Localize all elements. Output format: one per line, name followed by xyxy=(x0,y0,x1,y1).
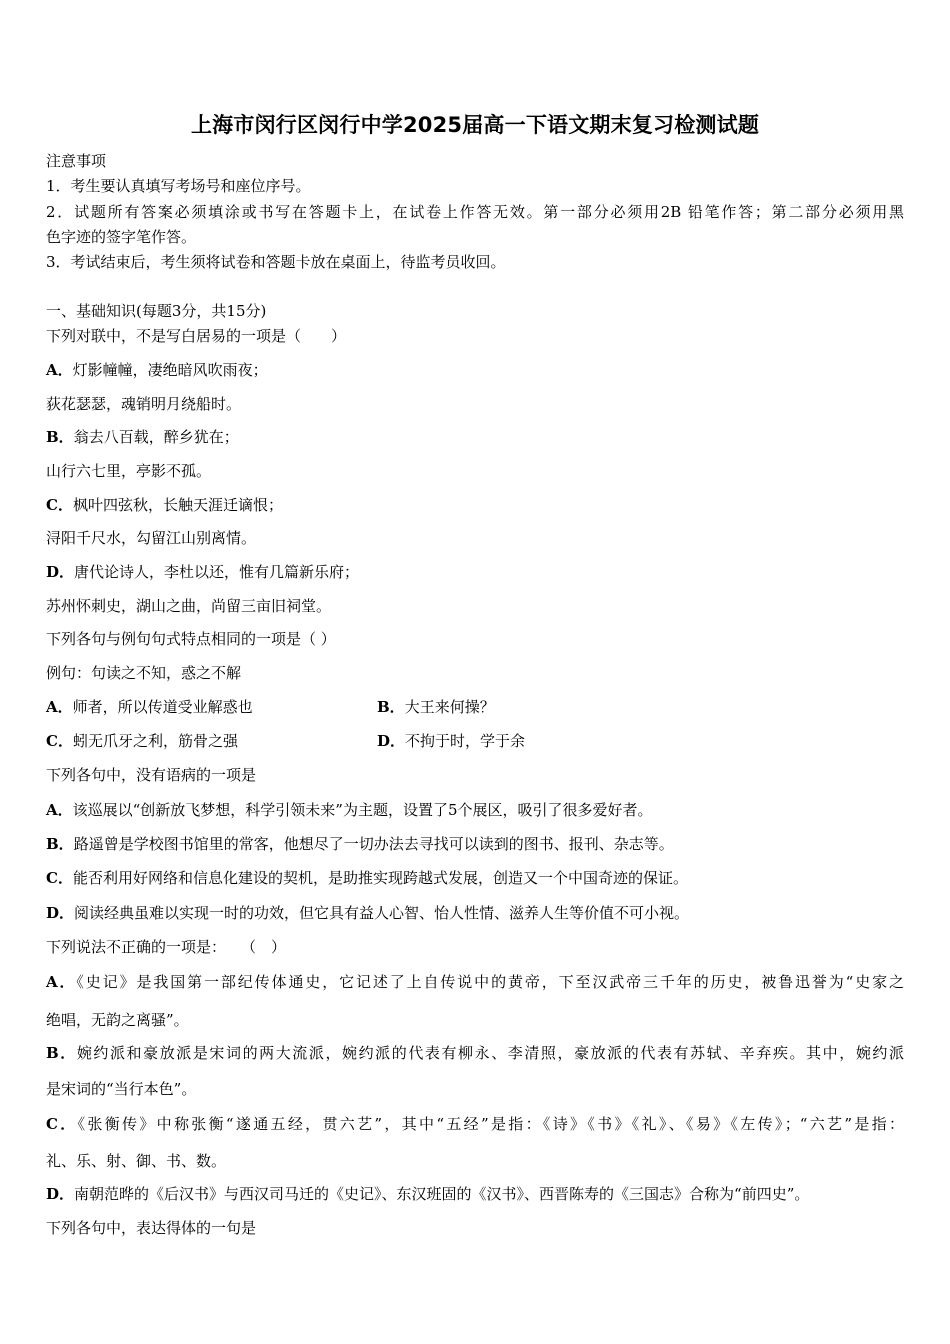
question-stem: 下列对联中，不是写白居易的一项是（ ） xyxy=(46,327,347,345)
option-continuation: 山行六七里，亭影不孤。 xyxy=(46,462,212,480)
option-text: 枫叶四弦秋，长触天涯迁谪恨； xyxy=(72,496,283,514)
option-b xyxy=(46,427,239,447)
option-c xyxy=(46,731,238,751)
notice-item: 3．考试结束后，考生须将试卷和答题卡放在桌面上，待监考员收回。 xyxy=(46,253,506,271)
option-text: 大王来何操？ xyxy=(404,698,495,716)
example-sentence: 例句：句读之不知，惑之不解 xyxy=(46,664,242,682)
option-text: 翁去八百载，醉乡犹在； xyxy=(73,428,239,446)
option-continuation: 绝唱，无韵之离骚”。 xyxy=(46,1011,189,1029)
option-text: 《张衡传》中称张衡“遂通五经，贯六艺”，其中“五经”是指：《诗》《书》《礼》、《易》《左传》；“六艺”是指： xyxy=(77,1115,904,1133)
section-heading: 一、基础知识(每题3分，共15分) xyxy=(46,302,267,320)
option-a xyxy=(46,360,268,380)
option-text: 婉约派和豪放派是宋词的两大流派，婉约派的代表有柳永、李清照，豪放派的代表有苏轼、辛弃疾。其中，婉约派 xyxy=(76,1044,904,1062)
option-label: A． xyxy=(46,698,73,716)
option-c xyxy=(46,1114,904,1134)
option-label: C． xyxy=(46,1115,78,1133)
option-label: B． xyxy=(46,428,74,446)
option-d xyxy=(46,903,689,923)
option-text: 路遥曾是学校图书馆里的常客，他想尽了一切办法去寻找可以读到的图书、报刊、杂志等。 xyxy=(73,835,674,853)
option-text: 蚓无爪牙之利，筋骨之强 xyxy=(72,732,238,750)
option-d xyxy=(46,562,359,582)
option-text: 能否利用好网络和信息化建设的契机，是助推实现跨越式发展，创造又一个中国奇迹的保证。 xyxy=(72,869,688,887)
question-stem: 下列各句中，表达得体的一句是 xyxy=(46,1219,257,1237)
option-label: B． xyxy=(377,698,405,716)
page-title: 上海市闵行区闵行中学2025届高一下语文期末复习检测试题 xyxy=(190,113,760,137)
option-d xyxy=(46,1184,809,1204)
option-text: 阅读经典虽难以实现一时的功效，但它具有益人心智、怡人性情、滋养人生等价值不可小视。 xyxy=(74,904,690,922)
notice-item: 2．试题所有答案必须填涂或书写在答题卡上，在试卷上作答无效。第一部分必须用2B 铅笔作答；第二部分必须用黑 xyxy=(46,203,904,221)
option-label: D． xyxy=(46,1185,75,1203)
option-label: C． xyxy=(46,869,73,887)
option-text: 师者，所以传道受业解惑也 xyxy=(72,698,253,716)
option-text: 唐代论诗人，李杜以还，惟有几篇新乐府； xyxy=(74,563,360,581)
option-text: 灯影幢幢，凄绝暗风吹雨夜； xyxy=(72,361,268,379)
option-text: 不拘于时，学于余 xyxy=(405,732,526,750)
option-a xyxy=(46,800,653,820)
option-b xyxy=(46,1043,904,1063)
option-c xyxy=(46,495,283,515)
option-label: A． xyxy=(46,801,73,819)
option-continuation: 是宋词的“当行本色”。 xyxy=(46,1080,197,1098)
question-stem: 下列各句中，没有语病的一项是 xyxy=(46,766,257,784)
option-a xyxy=(46,697,253,717)
option-text: 《史记》是我国第一部纪传体通史，它记述了上自传说中的黄帝，下至汉武帝三千年的历史，被鲁迅誉为“史家之 xyxy=(76,973,904,991)
option-b xyxy=(46,834,674,854)
option-a xyxy=(46,972,904,992)
option-d xyxy=(377,731,525,751)
option-b xyxy=(377,697,495,717)
notice-heading: 注意事项 xyxy=(46,152,107,170)
option-label: C． xyxy=(46,496,73,514)
option-label: D． xyxy=(46,563,75,581)
option-label: D． xyxy=(377,732,406,750)
option-text: 该巡展以“创新放飞梦想，科学引领未来”为主题，设置了5个展区，吸引了很多爱好者。 xyxy=(72,801,653,819)
question-stem: 下列各句与例句句式特点相同的一项是（ ） xyxy=(46,630,336,648)
option-continuation: 礼、乐、射、御、书、数。 xyxy=(46,1152,227,1170)
option-label: B． xyxy=(46,835,74,853)
option-label: C． xyxy=(46,732,73,750)
option-c xyxy=(46,868,688,888)
option-label: A． xyxy=(46,361,73,379)
option-text: 南朝范晔的《后汉书》与西汉司马迁的《史记》、东汉班固的《汉书》、西晋陈寿的《三国志》合称为“前四史”。 xyxy=(74,1185,810,1203)
question-stem: 下列说法不正确的一项是： （ ） xyxy=(46,938,287,956)
option-continuation: 浔阳千尺水，勾留江山别离情。 xyxy=(46,529,257,547)
option-label: A． xyxy=(46,973,77,991)
notice-item: 色字迹的签字笔作答。 xyxy=(46,228,197,246)
option-label: D． xyxy=(46,904,75,922)
notice-item: 1．考生要认真填写考场号和座位序号。 xyxy=(46,177,311,195)
option-label: B． xyxy=(46,1044,77,1062)
option-continuation: 荻花瑟瑟，魂销明月绕船时。 xyxy=(46,395,242,413)
option-continuation: 苏州怀刺史，湖山之曲，尚留三亩旧祠堂。 xyxy=(46,597,332,615)
